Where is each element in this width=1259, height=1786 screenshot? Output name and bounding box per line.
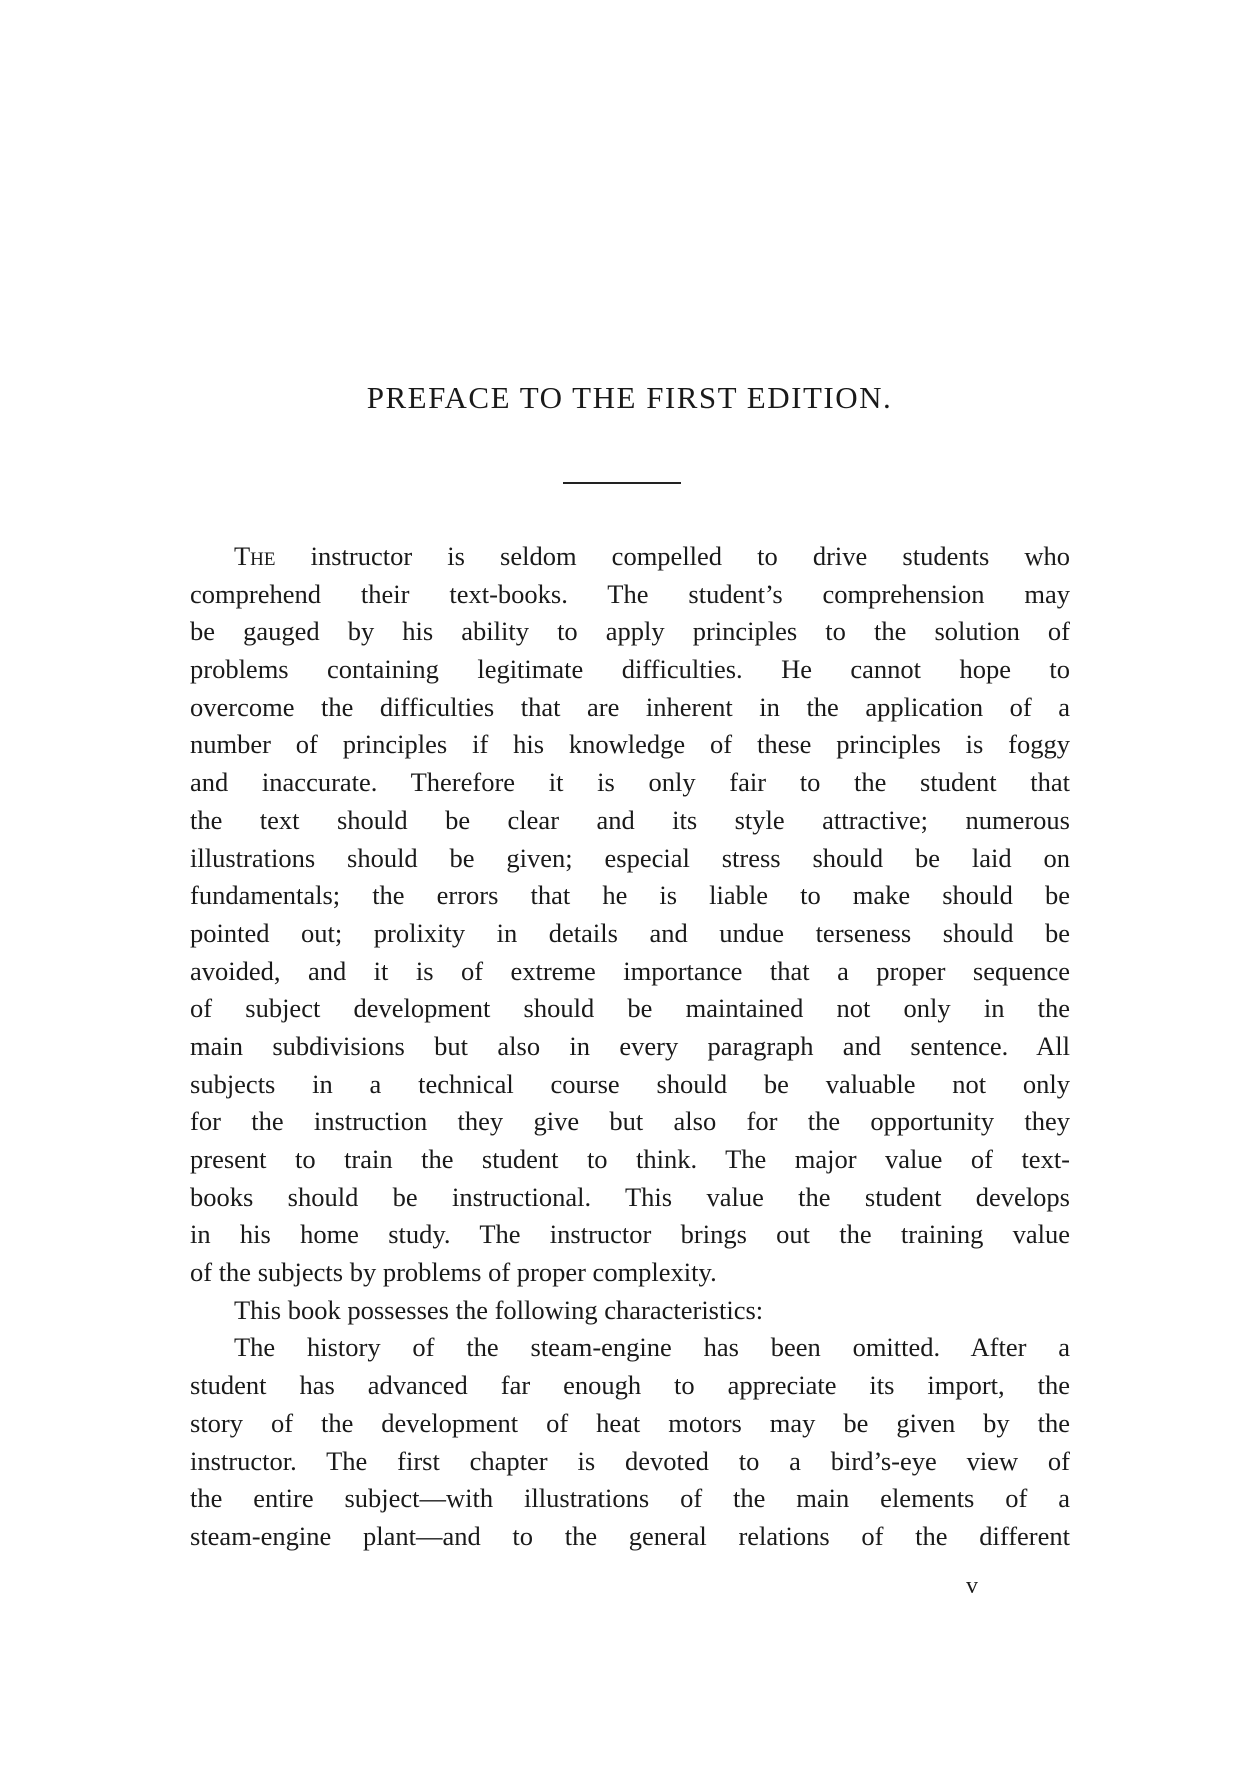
paragraph-2: This book possesses the following characteristics:: [234, 1294, 764, 1325]
paragraph-1-line: books should be instructional. This value the student develops: [190, 1181, 1070, 1212]
paragraph-3-line: The history of the steam-engine has been omitted. After a: [234, 1332, 1070, 1363]
paragraph-1-line: illustrations should be given; especial stress should be laid on: [190, 842, 1070, 873]
paragraph-3-line: steam-engine plant—and to the general relations of the different: [190, 1520, 1070, 1551]
preface-body: [190, 538, 1070, 1556]
paragraph-1-line: and inaccurate. Therefore it is only fair to the student that: [190, 767, 1070, 798]
title-rule: [563, 482, 681, 484]
paragraph-3-line: student has advanced far enough to appreciate its import, the: [190, 1370, 1070, 1401]
paragraph-1-line: pointed out; prolixity in details and undue terseness should be: [190, 917, 1070, 948]
paragraph-1-line: in his home study. The instructor brings out the training value: [190, 1219, 1070, 1250]
paragraph-1-line: be gauged by his ability to apply principles to the solution of: [190, 616, 1070, 647]
paragraph-3-line: instructor. The first chapter is devoted to a bird’s-eye view of: [190, 1445, 1070, 1476]
paragraph-1-line: main subdivisions but also in every paragraph and sentence. All: [190, 1030, 1070, 1061]
page-title: PREFACE TO THE FIRST EDITION.: [366, 380, 893, 415]
paragraph-1-line: of subject development should be maintained not only in the: [190, 993, 1070, 1024]
paragraph-1-line: comprehend their text-books. The student’s comprehension may: [190, 578, 1070, 609]
page-number: v: [966, 1573, 978, 1599]
paragraph-1-line-1: The instructor is seldom compelled to drive students who: [234, 541, 1070, 571]
paragraph-1-line: number of principles if his knowledge of these principles is foggy: [190, 729, 1070, 760]
paragraph-3-line: the entire subject—with illustrations of the main elements of a: [190, 1483, 1070, 1514]
paragraph-1-line: present to train the student to think. The major value of text-: [190, 1144, 1070, 1174]
paragraph-1-line: fundamentals; the errors that he is liable to make should be: [190, 880, 1070, 911]
paragraph-1-line: of the subjects by problems of proper complexity.: [190, 1257, 717, 1288]
paragraph-1-line: problems containing legitimate difficulties. He cannot hope to: [190, 654, 1070, 685]
paragraph-1-line: for the instruction they give but also for the opportunity they: [190, 1106, 1070, 1137]
lead-word: The: [234, 541, 276, 571]
paragraph-1: [190, 538, 1070, 1292]
paragraph-3-line: story of the development of heat motors may be given by the: [190, 1407, 1070, 1438]
paragraph-1-line: avoided, and it is of extreme importance that a proper sequence: [190, 955, 1070, 986]
paragraph-3: [190, 1329, 1070, 1555]
paragraph-1-line: overcome the difficulties that are inherent in the application of a: [190, 691, 1070, 722]
paragraph-1-line: the text should be clear and its style attractive; numerous: [190, 804, 1070, 835]
paragraph-1-line: subjects in a technical course should be valuable not only: [190, 1068, 1070, 1099]
